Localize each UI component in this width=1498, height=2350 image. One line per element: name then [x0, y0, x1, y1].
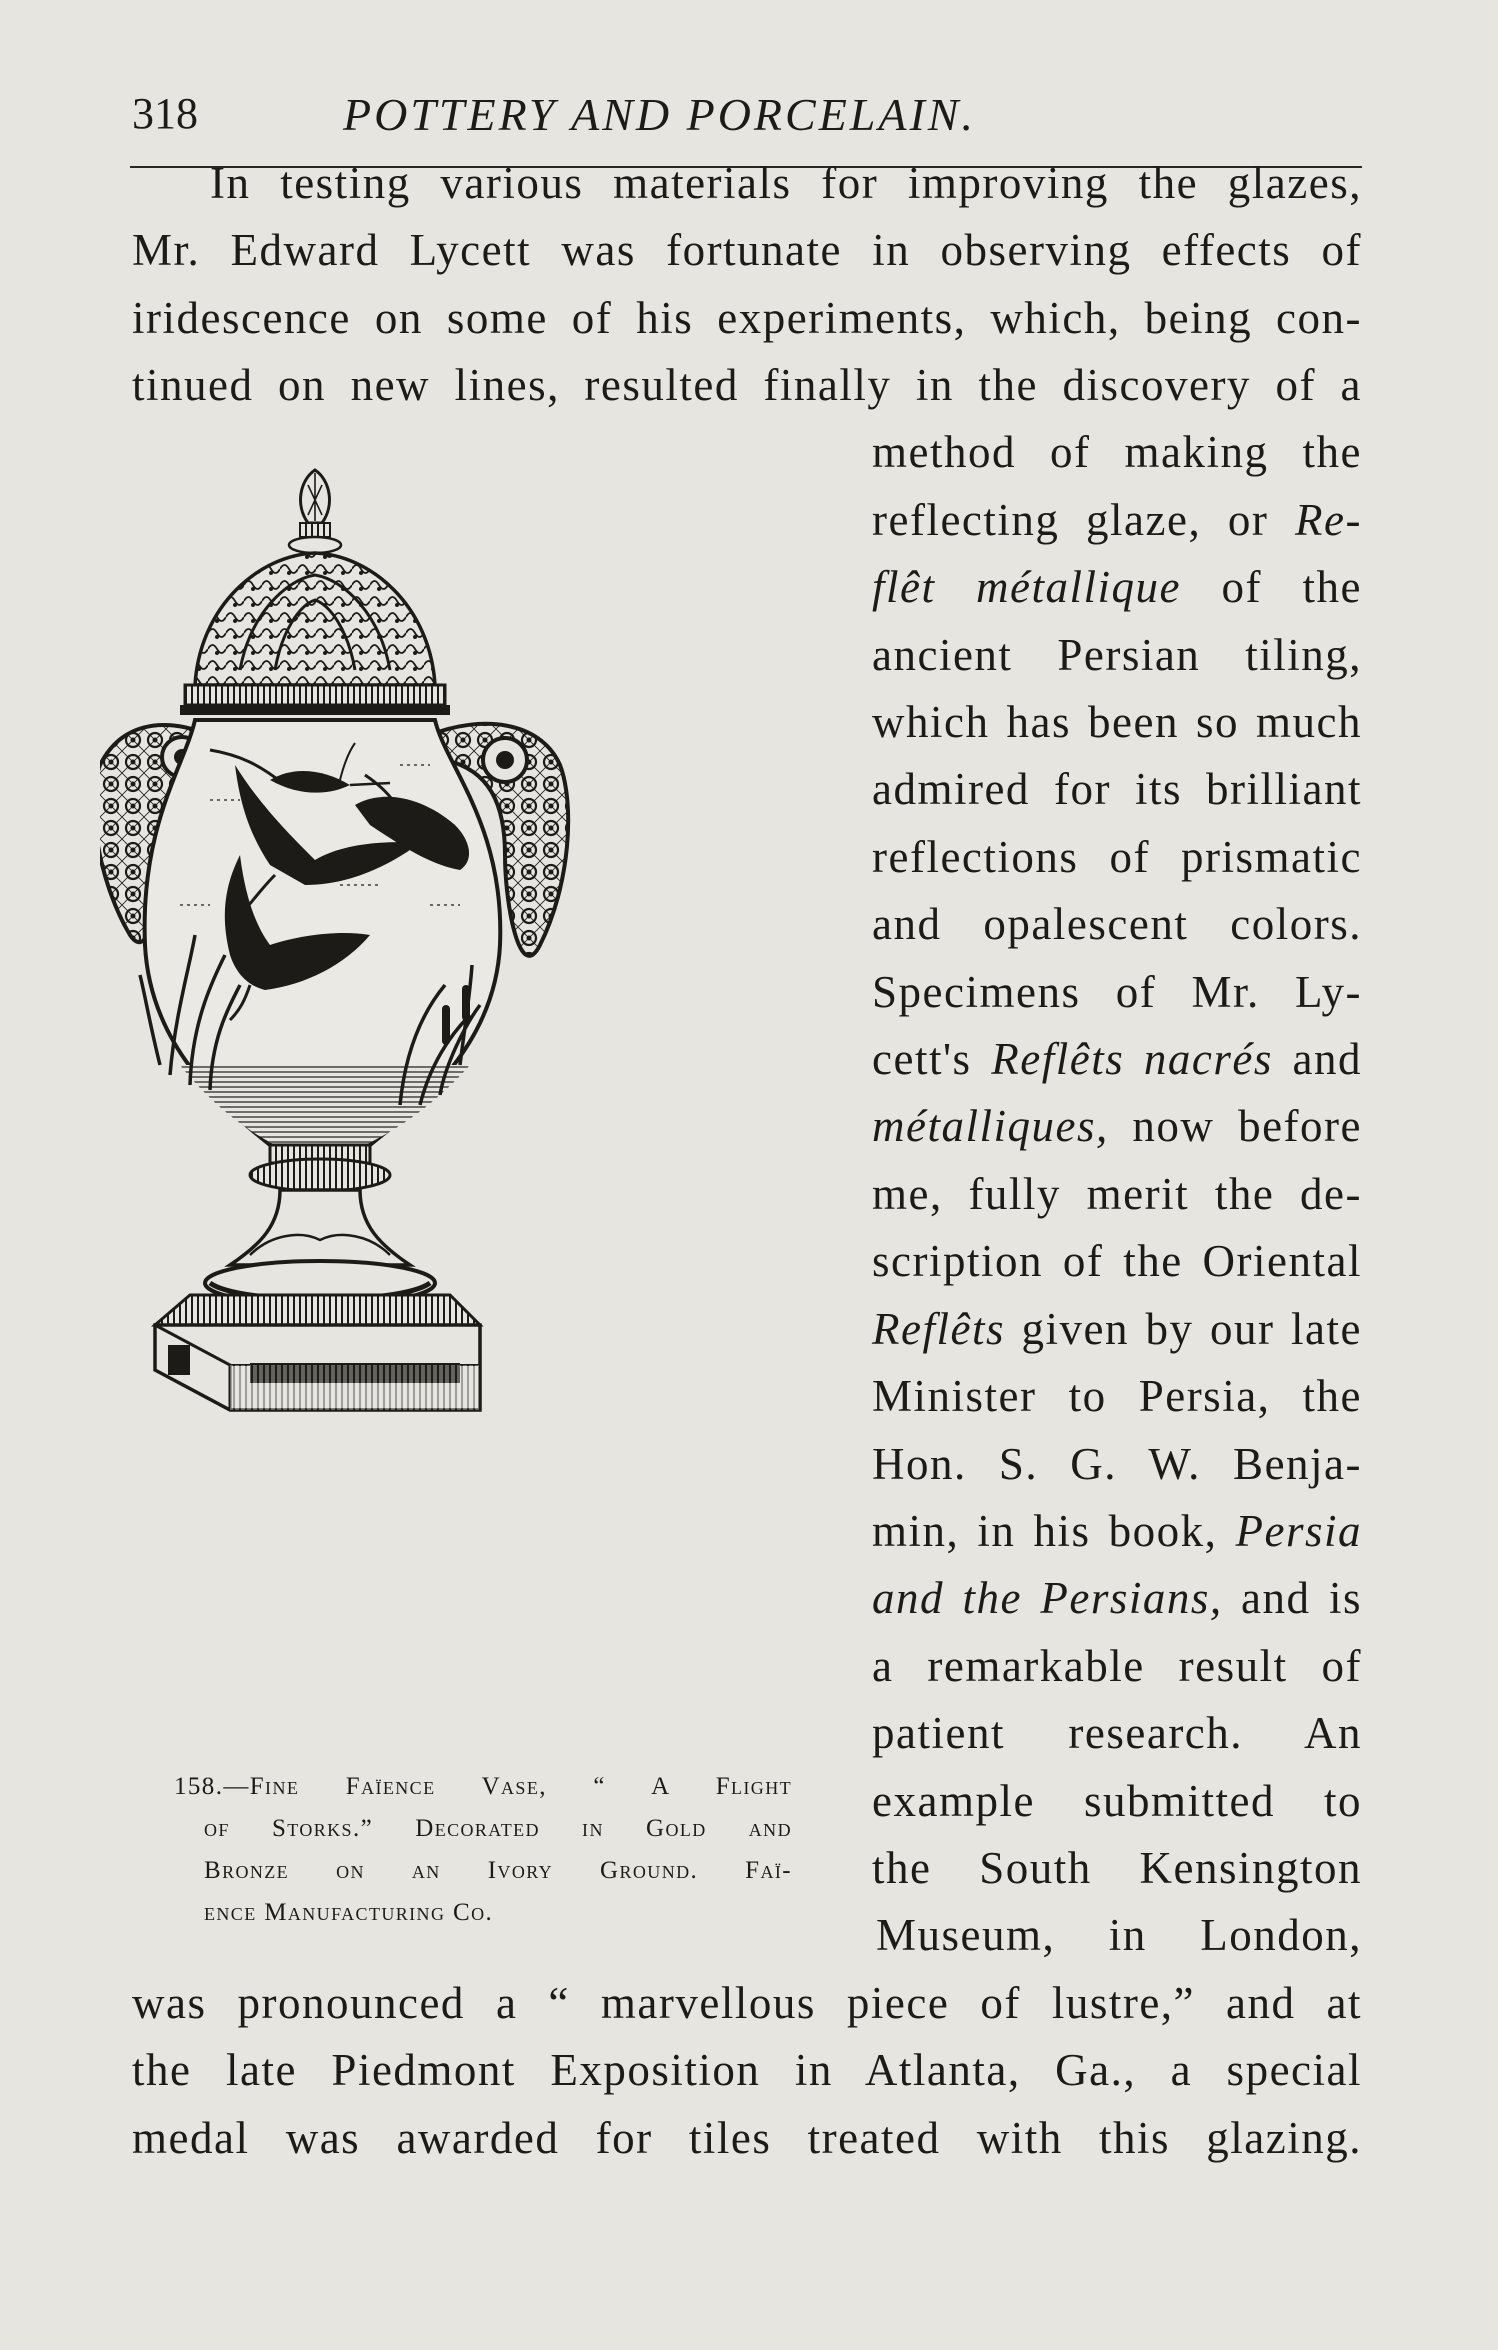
text-line: medal was awarded for tiles treated with this glazing.	[132, 2113, 1362, 2163]
text-line: Mr. Edward Lycett was fortunate in observing effects of	[132, 225, 1362, 275]
text-line: me, fully merit the de-	[872, 1169, 1362, 1219]
running-title: POTTERY AND PORCELAIN.	[343, 89, 976, 140]
text-line: scription of the Oriental	[872, 1236, 1362, 1286]
text-line: Hon. S. G. W. Benja-	[872, 1439, 1362, 1489]
figure-caption-line: Bronze on an Ivory Ground. Faï-	[204, 1857, 792, 1884]
vase-lid	[180, 553, 450, 715]
figure-caption-line: of Storks.” Decorated in Gold and	[204, 1815, 792, 1842]
text-line: reflecting glaze, or Re-	[872, 495, 1362, 545]
text-line: ancient Persian tiling,	[872, 630, 1362, 680]
text-line: example submitted to	[872, 1776, 1362, 1826]
vase-foot	[205, 1145, 435, 1305]
running-head	[128, 88, 1363, 148]
text-line: min, in his book, Persia	[872, 1506, 1362, 1556]
text-line: Reflêts given by our late	[872, 1304, 1362, 1354]
text-line: tinued on new lines, resulted finally in the discovery of a	[132, 360, 1362, 410]
figure-caption-line: ence Manufacturing Co.	[204, 1899, 494, 1926]
text-line: a remarkable result of	[872, 1641, 1362, 1691]
text-line: which has been so much	[872, 697, 1362, 747]
text-line: Specimens of Mr. Ly-	[872, 967, 1362, 1017]
text-line: flêt métallique of the	[872, 562, 1362, 612]
vase-body	[140, 720, 500, 1145]
text-line: method of making the	[872, 427, 1362, 477]
vase-finial	[289, 470, 341, 553]
text-line: iridescence on some of his experiments, which, being con-	[132, 293, 1362, 343]
text-line: the late Piedmont Exposition in Atlanta, Ga., a special	[132, 2045, 1362, 2095]
text-line: patient research. An	[872, 1708, 1362, 1758]
text-line: Minister to Persia, the	[872, 1371, 1362, 1421]
text-line: métalliques, now before	[872, 1101, 1362, 1151]
page-number: 318	[132, 89, 198, 138]
text-line: Museum, in London,	[876, 1910, 1362, 1960]
text-line: was pronounced a “ marvellous piece of lustre,” and at	[132, 1978, 1362, 2028]
figure-caption-line: 158.—Fine Faïence Vase, “ A Flight	[174, 1773, 792, 1800]
text-line: and the Persians, and is	[872, 1573, 1362, 1623]
text-line: reflections of prismatic	[872, 832, 1362, 882]
text-line: cett's Reflêts nacrés and	[872, 1034, 1362, 1084]
vase-illustration	[100, 465, 840, 1755]
vase-stand	[155, 1295, 480, 1410]
text-line: admired for its brilliant	[872, 764, 1362, 814]
text-line: the South Kensington	[872, 1843, 1362, 1893]
text-line: and opalescent colors.	[872, 899, 1362, 949]
text-line: In testing various materials for improving the glazes,	[210, 158, 1362, 208]
